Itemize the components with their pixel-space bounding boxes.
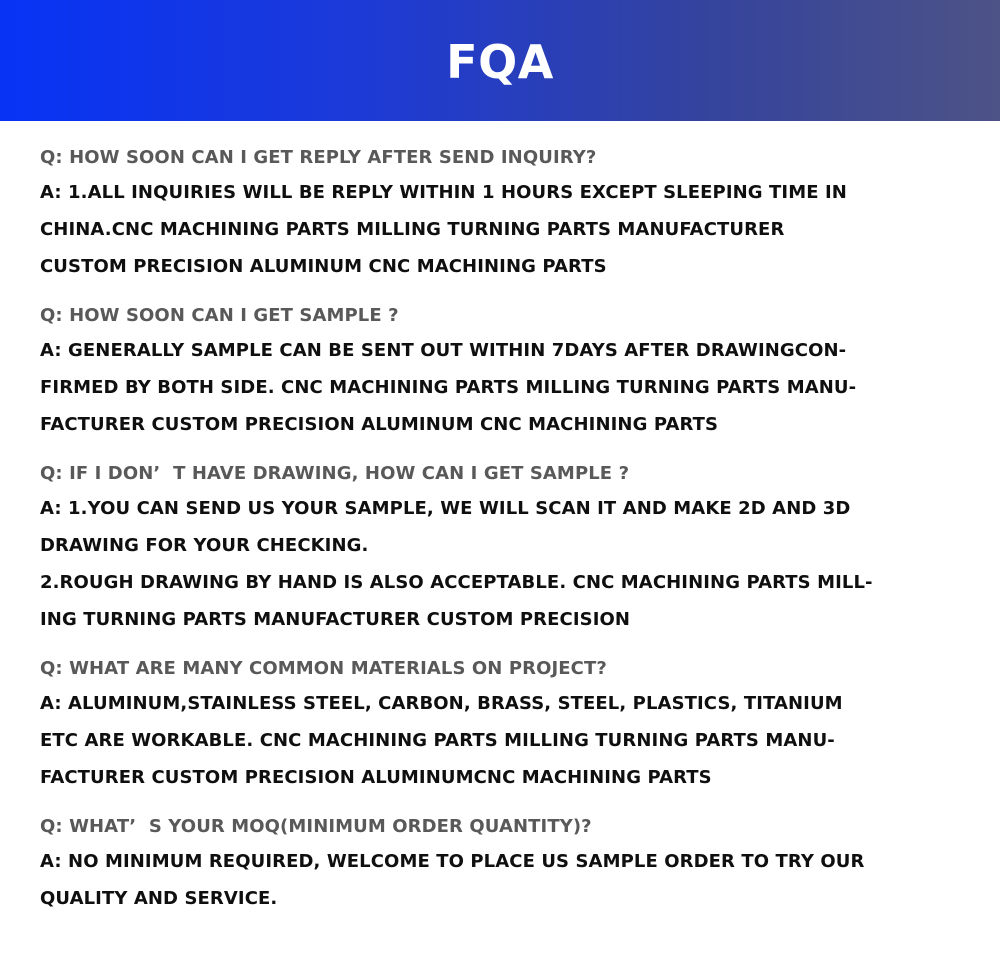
faq-answer-line: QUALITY AND SERVICE. xyxy=(40,888,278,909)
faq-question: Q: WHAT’ S YOUR MOQ(MINIMUM ORDER QUANTITY)? xyxy=(40,816,592,837)
faq-question: Q: IF I DON’ T HAVE DRAWING, HOW CAN I GET SAMPLE ? xyxy=(40,463,630,484)
faq-answer-line: A: GENERALLY SAMPLE CAN BE SENT OUT WITHIN 7DAYS AFTER DRAWINGCON- xyxy=(40,340,847,361)
faq-answer-line: A: 1.ALL INQUIRIES WILL BE REPLY WITHIN 1 HOURS EXCEPT SLEEPING TIME IN xyxy=(40,182,847,203)
faq-answer-line: DRAWING FOR YOUR CHECKING. xyxy=(40,535,369,556)
faq-answer-line: ING TURNING PARTS MANUFACTURER CUSTOM PRECISION xyxy=(40,609,631,630)
faq-item xyxy=(40,457,970,638)
faq-list xyxy=(40,141,970,931)
faq-answer-line: 2.ROUGH DRAWING BY HAND IS ALSO ACCEPTABLE. CNC MACHINING PARTS MILL- xyxy=(40,572,873,593)
faq-item xyxy=(40,141,970,285)
faq-question: Q: HOW SOON CAN I GET REPLY AFTER SEND INQUIRY? xyxy=(40,147,597,168)
faq-answer-line: A: 1.YOU CAN SEND US YOUR SAMPLE, WE WILL SCAN IT AND MAKE 2D AND 3D xyxy=(40,498,851,519)
faq-answer-line: CUSTOM PRECISION ALUMINUM CNC MACHINING PARTS xyxy=(40,256,607,277)
faq-item xyxy=(40,652,970,796)
faq-question: Q: WHAT ARE MANY COMMON MATERIALS ON PROJECT? xyxy=(40,658,607,679)
faq-answer-line: A: ALUMINUM,STAINLESS STEEL, CARBON, BRASS, STEEL, PLASTICS, TITANIUM xyxy=(40,693,843,714)
faq-answer-line: FACTURER CUSTOM PRECISION ALUMINUMCNC MACHINING PARTS xyxy=(40,767,712,788)
header-banner xyxy=(0,0,1000,121)
faq-answer-line: FIRMED BY BOTH SIDE. CNC MACHINING PARTS MILLING TURNING PARTS MANU- xyxy=(40,377,857,398)
faq-item xyxy=(40,810,970,917)
faq-answer-line: FACTURER CUSTOM PRECISION ALUMINUM CNC MACHINING PARTS xyxy=(40,414,719,435)
faq-answer-line: ETC ARE WORKABLE. CNC MACHINING PARTS MILLING TURNING PARTS MANU- xyxy=(40,730,835,751)
faq-question: Q: HOW SOON CAN I GET SAMPLE ? xyxy=(40,305,399,326)
faq-answer-line: A: NO MINIMUM REQUIRED, WELCOME TO PLACE US SAMPLE ORDER TO TRY OUR xyxy=(40,851,865,872)
faq-item xyxy=(40,299,970,443)
page-title: FQA xyxy=(446,35,554,89)
faq-answer-line: CHINA.CNC MACHINING PARTS MILLING TURNING PARTS MANUFACTURER xyxy=(40,219,785,240)
